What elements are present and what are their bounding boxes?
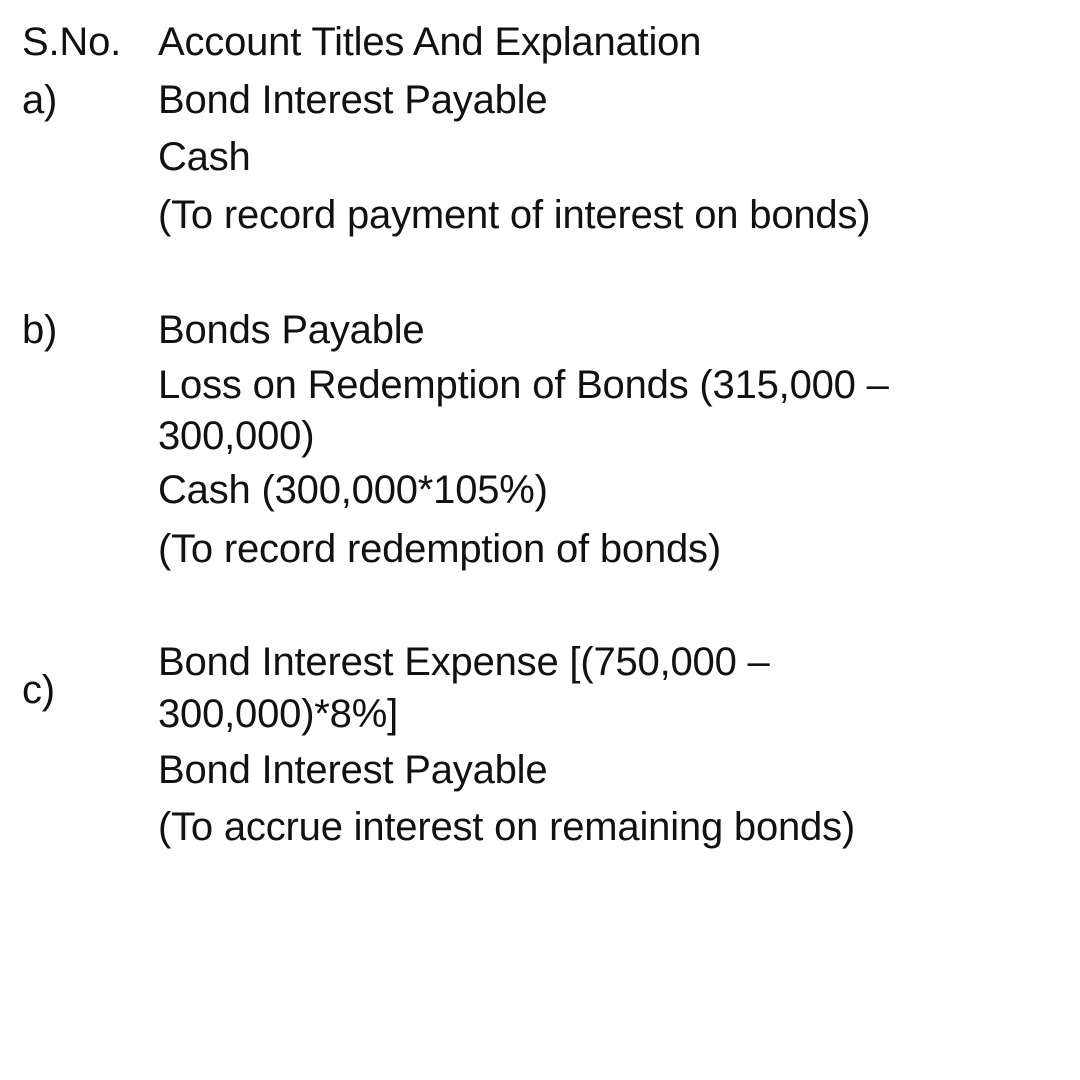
entry-c-explanation: (To accrue interest on remaining bonds) <box>158 805 856 849</box>
entry-b-label: b) <box>22 308 58 352</box>
entry-a-explanation: (To record payment of interest on bonds) <box>158 193 871 237</box>
entry-c-line: 300,000)*8%] <box>158 692 399 736</box>
entry-b-line: Cash (300,000*105%) <box>158 468 548 512</box>
header-account-titles: Account Titles And Explanation <box>158 20 702 64</box>
header-sno: S.No. <box>22 20 122 64</box>
entry-a-line: Bond Interest Payable <box>158 78 548 122</box>
entry-b-line: Loss on Redemption of Bonds (315,000 – <box>158 363 889 407</box>
entry-a-line: Cash <box>158 135 251 179</box>
entry-b-line: Bonds Payable <box>158 308 425 352</box>
entry-a-label: a) <box>22 78 58 122</box>
entry-b-line: 300,000) <box>158 414 315 458</box>
entry-c-line: Bond Interest Expense [(750,000 – <box>158 640 770 684</box>
entry-c-line: Bond Interest Payable <box>158 748 548 792</box>
entry-b-explanation: (To record redemption of bonds) <box>158 527 721 571</box>
entry-c-label: c) <box>22 668 55 712</box>
